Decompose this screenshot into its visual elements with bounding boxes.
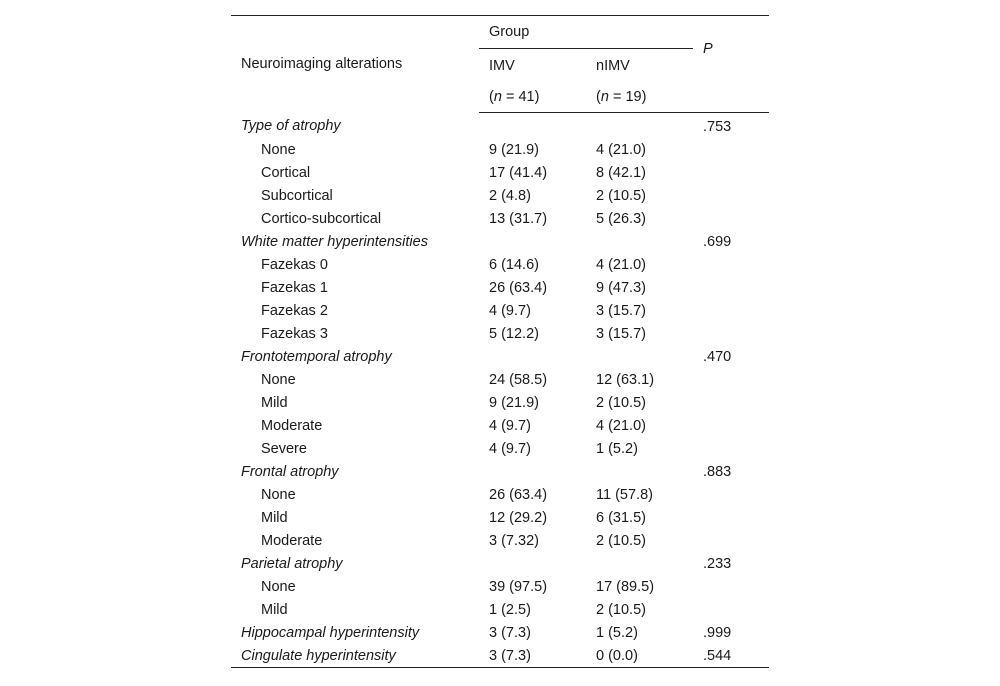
- cell-p: .699: [703, 233, 732, 250]
- cell-imv: 26 (63.4): [489, 279, 548, 296]
- row-label: Moderate: [261, 417, 323, 434]
- cell-nimv: 3 (15.7): [596, 302, 646, 319]
- row-label: Mild: [261, 394, 288, 411]
- cell-p: [693, 276, 769, 299]
- row-label: None: [261, 141, 296, 158]
- cell-p: .233: [703, 555, 732, 572]
- row-label: Cortico-subcortical: [261, 210, 382, 227]
- cell-imv: 24 (58.5): [489, 371, 548, 388]
- cell-p: [693, 483, 769, 506]
- table-row: [231, 138, 769, 161]
- table-row-category: [231, 113, 769, 139]
- header-nimv: nIMV: [596, 57, 630, 74]
- neuroimaging-table: [231, 15, 769, 668]
- row-label: None: [261, 578, 296, 595]
- cell-p: [693, 184, 769, 207]
- row-label: Fazekas 1: [261, 279, 328, 296]
- table-row-category: [231, 552, 769, 575]
- table-row-category: [231, 644, 769, 668]
- header-n-nimv: (n = 19): [586, 82, 693, 113]
- cell-imv: 26 (63.4): [489, 486, 548, 503]
- table-row-category: [231, 345, 769, 368]
- cell-imv: [479, 552, 586, 575]
- cell-nimv: 12 (63.1): [596, 371, 655, 388]
- table-row: [231, 414, 769, 437]
- cell-p: [693, 299, 769, 322]
- cell-p: .470: [703, 348, 732, 365]
- cell-p: .753: [703, 118, 732, 135]
- cell-p: [693, 529, 769, 552]
- cell-imv: 4 (9.7): [489, 440, 531, 457]
- cell-imv: 13 (31.7): [489, 210, 548, 227]
- cell-p: [693, 322, 769, 345]
- row-label: None: [261, 486, 296, 503]
- table-row: [231, 483, 769, 506]
- table-body: [231, 113, 769, 668]
- cell-nimv: [586, 230, 693, 253]
- cell-p: [693, 368, 769, 391]
- cell-nimv: 4 (21.0): [596, 417, 646, 434]
- cell-nimv: 2 (10.5): [596, 601, 646, 618]
- cell-nimv: 2 (10.5): [596, 187, 646, 204]
- cell-imv: 1 (2.5): [489, 601, 531, 618]
- header-group: Group: [479, 16, 693, 49]
- row-label: Mild: [261, 601, 288, 618]
- cell-nimv: 0 (0.0): [586, 644, 693, 668]
- table-row: [231, 391, 769, 414]
- cell-nimv: 4 (21.0): [596, 141, 646, 158]
- table-row-category: [231, 621, 769, 644]
- row-label: Fazekas 2: [261, 302, 328, 319]
- table-row: [231, 299, 769, 322]
- table-row: [231, 161, 769, 184]
- header-n-imv: (n = 41): [479, 82, 586, 113]
- table-row: [231, 207, 769, 230]
- n-nimv-value: 19: [625, 89, 642, 105]
- cell-p: [693, 575, 769, 598]
- table-row: [231, 276, 769, 299]
- cell-imv: 4 (9.7): [489, 302, 531, 319]
- cell-nimv: 2 (10.5): [596, 532, 646, 549]
- table-row: [231, 437, 769, 460]
- row-label: Fazekas 3: [261, 325, 328, 342]
- table-row: [231, 575, 769, 598]
- cell-imv: 3 (7.3): [489, 624, 531, 641]
- header-row-label: Neuroimaging alterations: [231, 16, 479, 113]
- table-row: [231, 322, 769, 345]
- table-row-category: [231, 460, 769, 483]
- header-p-spacer: [693, 82, 769, 113]
- cell-p: .544: [693, 644, 769, 668]
- n-imv-value: 41: [518, 89, 535, 105]
- cell-p: [693, 161, 769, 184]
- row-label: None: [261, 371, 296, 388]
- row-label: Cortical: [261, 164, 311, 181]
- cell-imv: 4 (9.7): [489, 417, 531, 434]
- cell-imv: [479, 460, 586, 483]
- cell-imv: 17 (41.4): [489, 164, 548, 181]
- cell-imv: [479, 230, 586, 253]
- cell-p: [693, 598, 769, 621]
- cell-p: .883: [703, 463, 732, 480]
- cell-imv: [479, 345, 586, 368]
- cell-imv: 12 (29.2): [489, 509, 548, 526]
- cell-nimv: 5 (26.3): [596, 210, 646, 227]
- row-label: Mild: [261, 509, 288, 526]
- cell-nimv: 11 (57.8): [596, 486, 653, 503]
- table-row: [231, 184, 769, 207]
- cell-imv: 9 (21.9): [489, 141, 539, 158]
- cell-nimv: 3 (15.7): [596, 325, 646, 342]
- cell-imv: 9 (21.9): [489, 394, 539, 411]
- cell-p: [693, 506, 769, 529]
- cell-imv: 2 (4.8): [489, 187, 531, 204]
- neuroimaging-table-container: [231, 15, 769, 668]
- cell-p: [693, 414, 769, 437]
- cell-nimv: [586, 113, 693, 139]
- cell-nimv: 1 (5.2): [596, 440, 638, 457]
- row-label: Hippocampal hyperintensity: [241, 624, 420, 641]
- cell-nimv: 17 (89.5): [596, 578, 655, 595]
- table-header: [231, 16, 769, 113]
- row-label: Fazekas 0: [261, 256, 328, 273]
- cell-nimv: 8 (42.1): [596, 164, 646, 181]
- row-label: Subcortical: [261, 187, 333, 204]
- cell-nimv: [586, 552, 693, 575]
- cell-imv: 3 (7.32): [489, 532, 539, 549]
- cell-p: .999: [703, 624, 732, 641]
- table-row: [231, 598, 769, 621]
- row-label: Frontal atrophy: [241, 463, 339, 480]
- cell-p: [693, 207, 769, 230]
- row-label: White matter hyperintensities: [241, 233, 428, 250]
- cell-nimv: [586, 460, 693, 483]
- header-p: P: [693, 16, 769, 83]
- cell-p: [693, 437, 769, 460]
- cell-nimv: 2 (10.5): [596, 394, 646, 411]
- row-label: Frontotemporal atrophy: [241, 348, 392, 365]
- row-label: Type of atrophy: [241, 118, 341, 135]
- cell-p: [693, 391, 769, 414]
- cell-imv: 39 (97.5): [489, 578, 548, 595]
- cell-p: [693, 253, 769, 276]
- cell-imv: 3 (7.3): [479, 644, 586, 668]
- cell-p: [693, 138, 769, 161]
- row-label: Parietal atrophy: [241, 555, 343, 572]
- cell-nimv: 6 (31.5): [596, 509, 646, 526]
- cell-imv: [479, 113, 586, 139]
- row-label: Severe: [261, 440, 307, 457]
- cell-nimv: 4 (21.0): [596, 256, 646, 273]
- table-row: [231, 529, 769, 552]
- table-row: [231, 253, 769, 276]
- cell-nimv: 9 (47.3): [596, 279, 646, 296]
- cell-imv: 6 (14.6): [489, 256, 539, 273]
- table-row: [231, 506, 769, 529]
- header-imv: IMV: [489, 57, 515, 74]
- cell-nimv: 1 (5.2): [596, 624, 638, 641]
- cell-imv: 5 (12.2): [489, 325, 539, 342]
- row-label: Cingulate hyperintensity: [231, 644, 479, 668]
- table-row: [231, 368, 769, 391]
- row-label: Moderate: [261, 532, 323, 549]
- table-row-category: [231, 230, 769, 253]
- cell-nimv: [586, 345, 693, 368]
